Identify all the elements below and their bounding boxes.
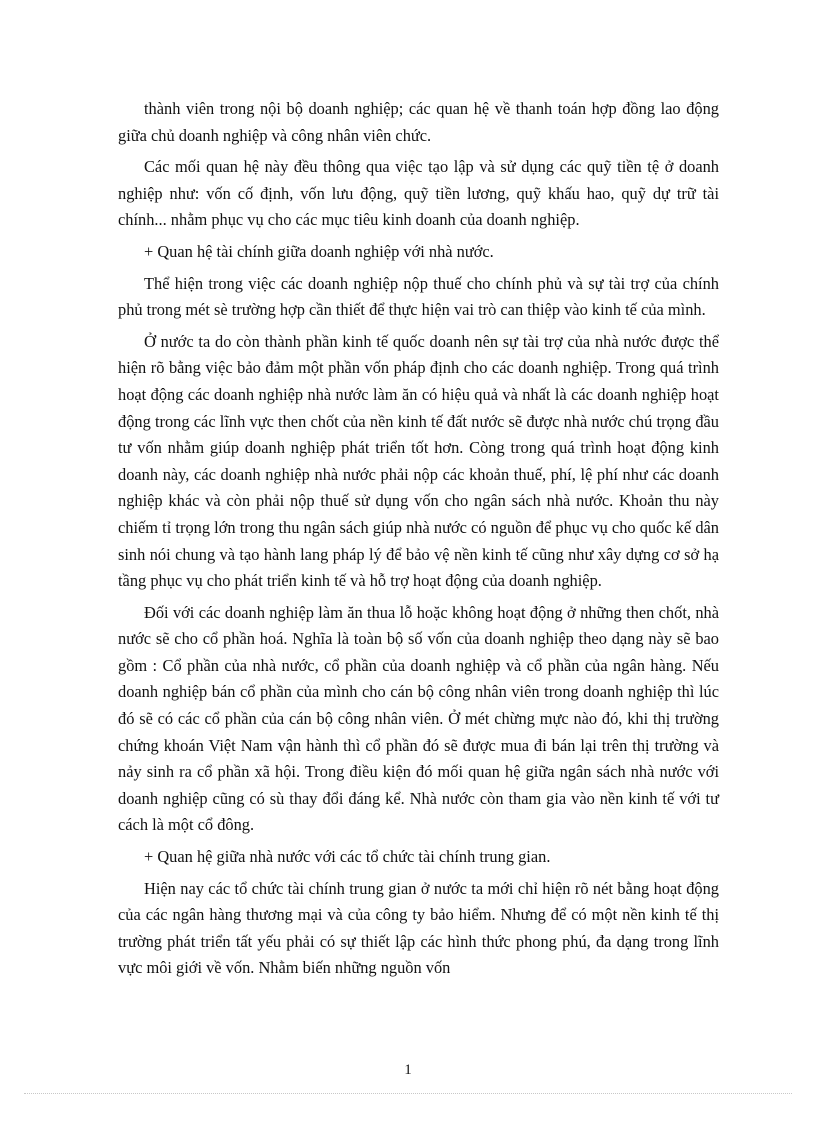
document-body [118,96,719,987]
heading-state-financial-intermediaries: + Quan hệ giữa nhà nước với các tổ chức tài chính trung gian. [144,847,551,867]
page-number: 1 [404,1062,412,1078]
page-bottom-divider [24,1093,792,1094]
heading-enterprise-state-relations: + Quan hệ tài chính giữa doanh nghiệp với nhà nước. [144,241,494,261]
paragraph-state-funding-details: Ở nước ta do còn thành phần kinh tế quốc doanh nên sự tài trợ của nhà nước được thể hiện rõ bằng việc bảo đảm một phần vốn pháp định cho các doanh nghiệp. Trong quá trình hoạt động các doanh nghiệp nhà nước làm ăn có hiệu quả và nhất là các doanh nghiệp hoạt động trong các lĩnh vực then chốt của nền kinh tế đất nước sẽ được nhà nước chú trọng đầu tư vốn nhằm giúp doanh nghiệp phát triển tốt hơn. Còng trong quá trình hoạt động kinh doanh này, các doanh nghiệp nhà nước phải nộp các khoản thuế, phí, lệ phí như các doanh nghiệp khác và còn phải nộp thuế sử dụng vốn cho ngân sách nhà nước. Khoản thu này chiếm tỉ trọng lớn trong thu ngân sách giúp nhà nước có nguồn để phục vụ cho quốc kế dân sinh nói chung và tạo hành lang pháp lý để bảo vệ nền kinh tế cũng như xây dựng cơ sở hạ tầng phục vụ cho phát triển kinh tế và hỗ trợ hoạt động của doanh nghiệp. [118,331,719,591]
paragraph-fund-relations: Các mối quan hệ này đều thông qua việc tạo lập và sử dụng các quỹ tiền tệ ở doanh nghiệp như: vốn cố định, vốn lưu động, quỹ tiền lương, quỹ khấu hao, quỹ dự trữ tài chính... nhằm phục vụ cho các mục tiêu kinh doanh của doanh nghiệp. [118,157,719,230]
paragraph-taxes-and-funding: Thể hiện trong việc các doanh nghiệp nộp thuế cho chính phủ và sự tài trợ của chính phủ trong mét sè trường hợp cần thiết để thực hiện vai trò can thiệp vào kinh tế của mình. [118,273,719,320]
paragraph-equitization: Đối với các doanh nghiệp làm ăn thua lỗ hoặc không hoạt động ở những then chốt, nhà nước sẽ cho cổ phần hoá. Nghĩa là toàn bộ số vốn của doanh nghiệp theo dạng này sẽ bao gồm : Cổ phần của nhà nước, cổ phần của doanh nghiệp và cổ phần của ngân hàng. Nếu doanh nghiệp bán cổ phần của mình cho cán bộ công nhân viên trong doanh nghiệp thì lúc đó sẽ có các cổ phần của cán bộ công nhân viên. Ở mét chừng mực nào đó, khi thị trường chứng khoán Việt Nam vận hành thì cổ phần đó sẽ được mua đi bán lại trên thị trường và nảy sinh ra cổ phần xã hội. Trong điều kiện đó mối quan hệ giữa ngân sách nhà nước với doanh nghiệp cũng có sù thay đổi đáng kể. Nhà nước còn tham gia vào nền kinh tế với tư cách là một cổ đông. [118,602,719,835]
paragraph-financial-intermediaries: Hiện nay các tổ chức tài chính trung gian ở nước ta mới chỉ hiện rõ nét bằng hoạt động của các ngân hàng thương mại và của công ty bảo hiểm. Nhưng để có một nền kinh tế thị trường phát triển tất yếu phải có sự thiết lập các hình thức phong phú, đa dạng trong lĩnh vực môi giới về vốn. Nhằm biến những nguồn vốn [118,878,719,978]
paragraph-continuation: thành viên trong nội bộ doanh nghiệp; các quan hệ về thanh toán hợp đồng lao động giữa chủ doanh nghiệp và công nhân viên chức. [118,99,719,145]
